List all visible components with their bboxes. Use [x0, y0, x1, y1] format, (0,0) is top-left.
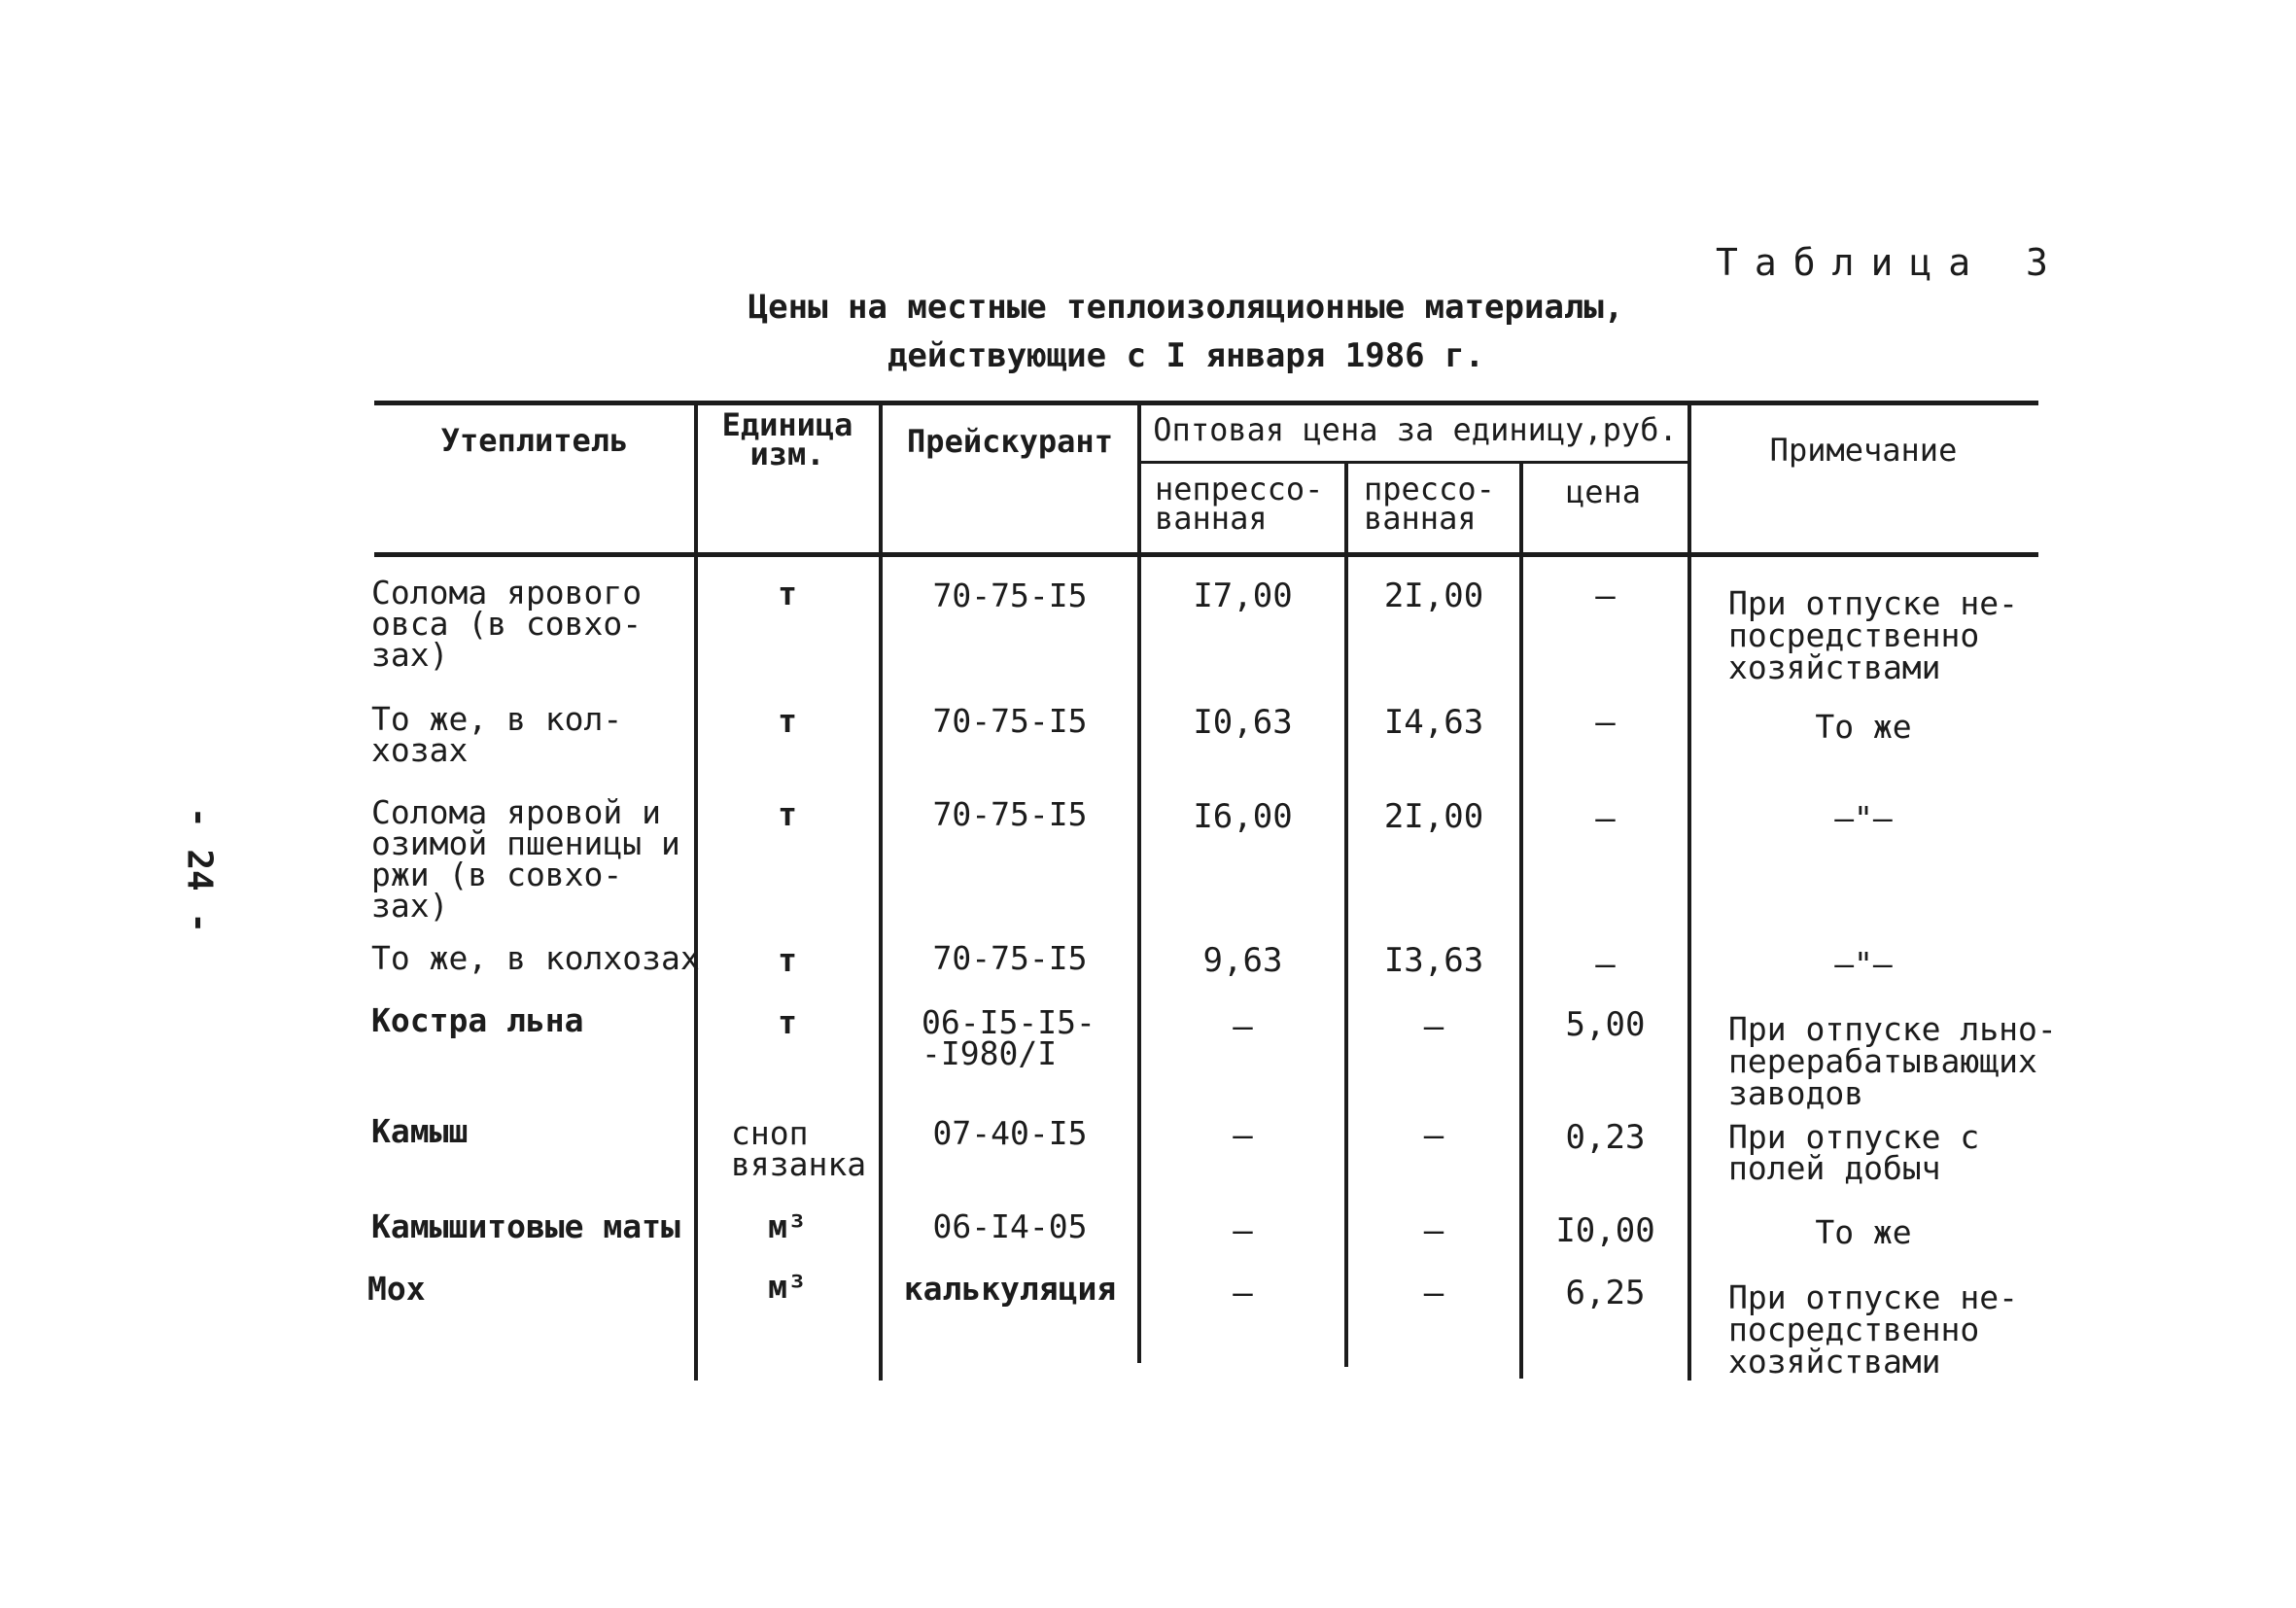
cell-price-list: 70-75-I5 — [932, 577, 1088, 614]
cell-note: При отпуске льно- перерабатывающих заводов — [1728, 1010, 2057, 1112]
cell-material: Костра льна — [371, 1001, 584, 1039]
header-note: Примечание — [1769, 432, 1958, 469]
col-divider-6 — [1687, 402, 1691, 1381]
cell-price: – — [1595, 945, 1616, 984]
cell-note: –"– — [1834, 799, 1893, 837]
cell-price-list: 06-I5-I5- -I980/I — [922, 1003, 1096, 1072]
table-title-line-1: Цены на местные теплоизоляционные материалы, — [748, 288, 1624, 327]
cell-unpressed: 9,63 — [1202, 941, 1283, 980]
cell-price: 5,00 — [1565, 1005, 1646, 1044]
cell-price-list: 70-75-I5 — [932, 939, 1088, 977]
cell-unpressed: I0,63 — [1193, 703, 1293, 742]
cell-price-list: 07-40-I5 — [932, 1114, 1088, 1152]
table-title-line-2: действующие с I января 1986 г. — [887, 336, 1485, 375]
cell-unpressed: – — [1233, 1274, 1253, 1312]
cell-unpressed: – — [1233, 1007, 1253, 1046]
cell-price: 0,23 — [1565, 1118, 1646, 1157]
cell-unpressed: – — [1233, 1116, 1253, 1155]
cell-unit: м³ — [768, 1268, 807, 1306]
wholesale-subheader-rule — [1139, 461, 1691, 464]
top-rule — [374, 401, 2038, 405]
cell-material: Камыш — [371, 1112, 469, 1150]
cell-unit: т — [778, 795, 797, 833]
cell-material: Мох — [367, 1270, 426, 1308]
cell-unpressed: I6,00 — [1193, 797, 1293, 836]
cell-pressed: – — [1423, 1116, 1444, 1155]
cell-price-list: 70-75-I5 — [932, 795, 1088, 833]
header-price: цена — [1565, 473, 1642, 510]
cell-price-list: 70-75-I5 — [932, 702, 1088, 740]
page-number: - 24 - — [179, 806, 220, 934]
header-wholesale-price: Оптовая цена за единицу,руб. — [1153, 411, 1678, 448]
header-unit: Единица изм. — [721, 406, 853, 472]
cell-material: То же, в кол- хозах — [371, 700, 623, 769]
cell-unit: т — [778, 1003, 797, 1041]
cell-unit: сноп вязанка — [731, 1114, 867, 1183]
cell-material: Солома яровой и озимой пшеницы и ржи (в совхо- зах) — [371, 793, 680, 925]
cell-material: Солома ярового овса (в совхо- зах) — [371, 574, 643, 674]
cell-pressed: 2I,00 — [1383, 797, 1484, 836]
cell-price: 6,25 — [1565, 1274, 1646, 1312]
cell-unpressed: – — [1233, 1211, 1253, 1250]
table-label: Таблица 3 — [1716, 241, 2065, 284]
cell-unit: м³ — [768, 1207, 807, 1245]
cell-price: – — [1595, 577, 1616, 615]
cell-unit: т — [778, 702, 797, 740]
cell-unpressed: I7,00 — [1193, 577, 1293, 615]
cell-material: То же, в колхозах — [371, 939, 700, 977]
cell-material: Камышитовые маты — [371, 1207, 680, 1245]
cell-note: То же — [1815, 708, 1912, 746]
cell-price-list: 06-I4-05 — [932, 1207, 1088, 1245]
cell-unit: т — [778, 575, 797, 612]
cell-price: – — [1595, 703, 1616, 742]
cell-note: –"– — [1834, 945, 1893, 983]
header-bottom-rule — [374, 552, 2038, 557]
cell-pressed: – — [1423, 1274, 1444, 1312]
cell-price-list: калькуляция — [903, 1270, 1117, 1308]
cell-unit: т — [778, 941, 797, 979]
cell-pressed: I4,63 — [1383, 703, 1484, 742]
cell-pressed: 2I,00 — [1383, 577, 1484, 615]
header-unpressed: непрессо- ванная — [1155, 471, 1324, 537]
cell-note: При отпуске не- посредственно хозяйствами — [1728, 1278, 2019, 1381]
header-pressed: прессо- ванная — [1364, 471, 1495, 537]
header-insulation: Утеплитель — [440, 422, 629, 459]
cell-pressed: I3,63 — [1383, 941, 1484, 980]
cell-note: При отпуске с полей добыч — [1728, 1118, 1980, 1187]
cell-price: – — [1595, 799, 1616, 838]
cell-pressed: – — [1423, 1007, 1444, 1046]
cell-note: При отпуске не- посредственно хозяйствами — [1728, 584, 2019, 686]
cell-pressed: – — [1423, 1211, 1444, 1250]
cell-price: I0,00 — [1555, 1211, 1655, 1250]
cell-note: То же — [1815, 1213, 1912, 1251]
header-price-list: Прейскурант — [907, 423, 1113, 460]
